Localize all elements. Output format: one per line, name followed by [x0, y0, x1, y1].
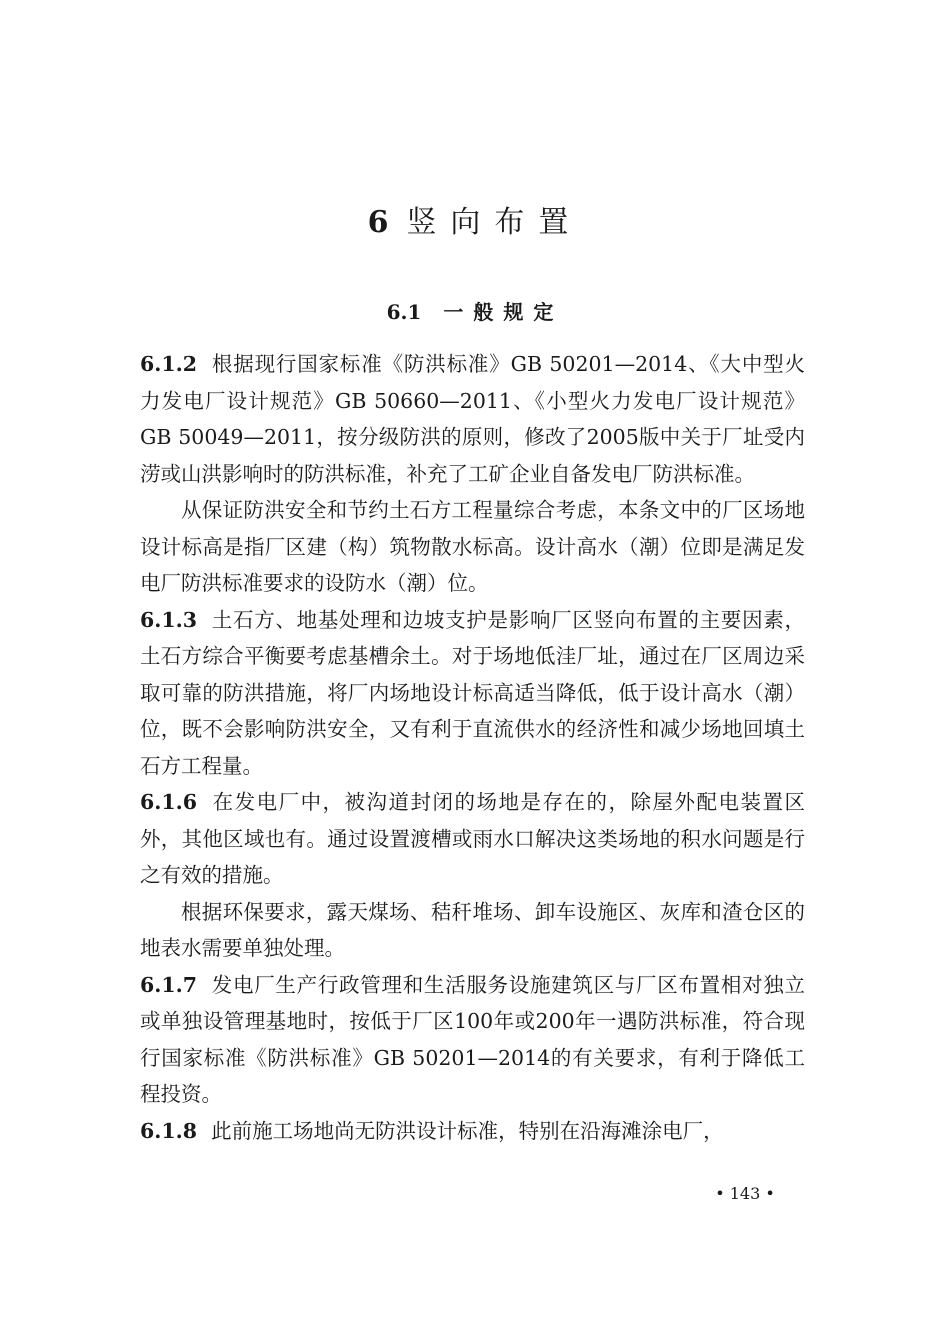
body-text	[140, 346, 805, 1149]
paragraph-text: 发电厂生产行政管理和生活服务设施建筑区与厂区布置相对独立或单独设管理基地时，按低于厂区100年或200年一遇防洪标准，符合现行国家标准《防洪标准》GB 50201—2014的有关要求，有利于降低工程投资。	[140, 972, 805, 1106]
section-number: 6.1	[386, 300, 422, 324]
clause-paragraph	[140, 1113, 805, 1150]
section-heading	[0, 294, 950, 330]
chapter-heading	[0, 196, 950, 250]
clause-number: 6.1.6	[140, 790, 198, 814]
clause-paragraph	[140, 967, 805, 1113]
clause-number: 6.1.7	[140, 972, 198, 997]
continuation-paragraph	[140, 492, 805, 602]
page-number: • 143 •	[715, 1184, 775, 1203]
clause-paragraph	[140, 784, 805, 894]
continuation-paragraph	[140, 894, 805, 967]
clause-number: 6.1.3	[140, 607, 198, 632]
clause-paragraph	[140, 602, 805, 785]
clause-number: 6.1.2	[140, 352, 198, 376]
chapter-number: 6	[367, 205, 389, 240]
chapter-title: 竖向布置	[406, 205, 583, 240]
section-title: 一般规定	[443, 300, 564, 324]
paragraph-text: 根据环保要求，露天煤场、秸秆堆场、卸车设施区、灰库和渣仓区的地表水需要单独处理。	[140, 899, 805, 960]
paragraph-text: 根据现行国家标准《防洪标准》GB 50201—2014、《大中型火力发电厂设计规范》GB 50660—2011、《小型火力发电厂设计规范》GB 50049—2011，按分级防洪的原则，修改了2005版中关于厂址受内涝或山洪影响时的防洪标准，补充了工矿企业自备发电厂防洪标准。	[140, 352, 805, 486]
paragraph-text: 土石方、地基处理和边坡支护是影响厂区竖向布置的主要因素，土石方综合平衡要考虑基槽余土。对于场地低洼厂址，通过在厂区周边采取可靠的防洪措施，将厂内场地设计标高适当降低，低于设计高水（潮）位，既不会影响防洪安全，又有利于直流供水的经济性和减少场地回填土石方工程量。	[140, 607, 805, 778]
clause-paragraph	[140, 346, 805, 492]
paragraph-text: 在发电厂中，被沟道封闭的场地是存在的，除屋外配电装置区外，其他区域也有。通过设置渡槽或雨水口解决这类场地的积水问题是行之有效的措施。	[140, 790, 805, 887]
clause-number: 6.1.8	[140, 1118, 198, 1143]
paragraph-text: 从保证防洪安全和节约土石方工程量综合考虑，本条文中的厂区场地设计标高是指厂区建（构）筑物散水标高。设计高水（潮）位即是满足发电厂防洪标准要求的设防水（潮）位。	[140, 498, 805, 595]
paragraph-text: 此前施工场地尚无防洪设计标准，特别在沿海滩涂电厂，	[211, 1118, 724, 1143]
